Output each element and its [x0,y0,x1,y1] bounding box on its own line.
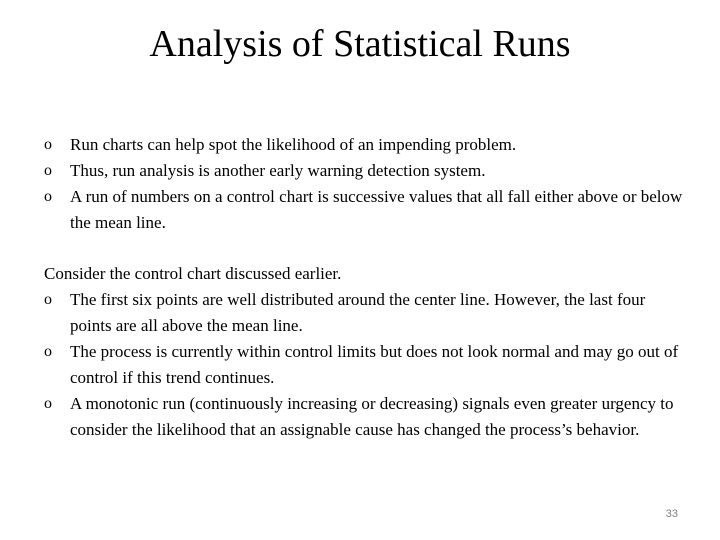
section-intro: Consider the control chart discussed earlier. [44,264,342,283]
section-bullet-list [44,287,684,443]
bullet-text: The process is currently within control limits but does not look normal and may go out of control if this trend continues. [70,342,679,387]
page-number: 33 [665,508,678,520]
bullet-marker: o [44,162,52,179]
bullet-text: A monotonic run (continuously increasing or decreasing) signals even greater urgency to consider the likelihood that an assignable cause has changed the process’s behavior. [70,394,674,439]
control-chart-section [44,261,684,443]
bullet-item [44,391,684,443]
bullet-text: A run of numbers on a control chart is successive values that all fall either above or below the mean line. [70,187,683,232]
bullet-marker: o [44,291,52,308]
bullet-marker: o [44,343,52,360]
bullet-text: The first six points are well distributed around the center line. However, the last four points are all above the mean line. [70,290,646,335]
bullet-item [44,287,684,339]
slide-title: Analysis of Statistical Runs [149,23,571,65]
bullet-marker: o [44,136,52,153]
bullet-text: Thus, run analysis is another early warning detection system. [70,161,486,180]
bullet-marker: o [44,188,52,205]
bullet-item [44,184,684,236]
bullet-marker: o [44,395,52,412]
bullet-item [44,339,684,391]
bullet-text: Run charts can help spot the likelihood of an impending problem. [70,135,517,154]
top-bullet-list [44,132,684,236]
bullet-item [44,132,684,158]
bullet-item [44,158,684,184]
